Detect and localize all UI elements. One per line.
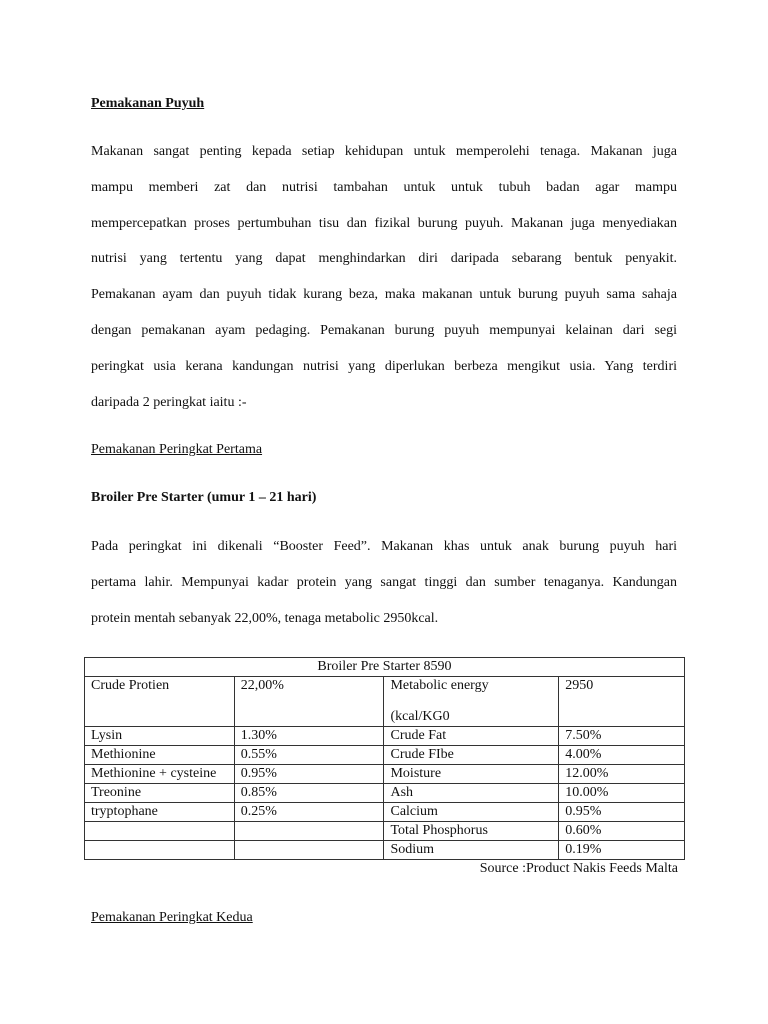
table-title: Broiler Pre Starter 8590 [85,658,685,677]
intro-line: Makanan sangat penting kepada setiap kehidupan untuk memperolehi tenaga. Makanan juga [91,144,677,159]
intro-line: mempercepatkan proses pertumbuhan tisu dan fizikal burung puyuh. Makanan juga menyediakan [91,215,677,231]
intro-paragraph [91,134,677,420]
table-cell: Treonine [85,784,235,803]
table-cell: Methionine [85,746,235,765]
table-cell [85,841,235,860]
table-row [85,727,685,746]
table-cell: Lysin [85,727,235,746]
table-row [85,784,685,803]
table-cell: 0.19% [559,841,685,860]
table-cell [234,841,384,860]
table-cell-line: Metabolic energy [390,678,489,693]
table-cell [234,822,384,841]
table-cell: 1.30% [234,727,384,746]
table-cell [384,677,559,727]
table-cell: Crude Fat [384,727,559,746]
table-cell: Methionine + cysteine [85,765,235,784]
nutrition-table [84,657,685,860]
table-row [85,746,685,765]
intro-line: mampu memberi zat dan nutrisi tambahan untuk untuk tubuh badan agar mampu [91,179,677,195]
table-cell: 2950 [559,677,685,727]
table-cell: Calcium [384,803,559,822]
table-cell: 0.25% [234,803,384,822]
table-cell [85,822,235,841]
table-cell: 0.60% [559,822,685,841]
stage1-line: Pada peringkat ini dikenali “Booster Feed”. Makanan khas untuk anak burung puyuh hari [91,539,677,554]
table-title-row [85,658,685,677]
table-cell: 0.55% [234,746,384,765]
table-row [85,803,685,822]
table-row [85,822,685,841]
table-cell: 4.00% [559,746,685,765]
intro-line: nutrisi yang tertentu yang dapat menghindarkan diri daripada sebarang bentuk penyakit. [91,251,677,267]
table-cell: Moisture [384,765,559,784]
document-title: Pemakanan Puyuh [91,96,205,111]
stage2-heading: Pemakanan Peringkat Kedua [91,910,253,925]
stage1-line: pertama lahir. Mempunyai kadar protein yang sangat tinggi dan sumber tenaganya. Kandungan [91,574,677,590]
table-cell: 22,00% [234,677,384,727]
table-cell-line: (kcal/KG0 [390,709,450,724]
intro-line: peringkat usia kerana kandungan nutrisi yang diperlukan berbeza mengikut usia. Yang terdiri [91,358,677,374]
table-cell: Crude Protien [85,677,235,727]
table-cell: 0.95% [234,765,384,784]
stage1-subheading: Broiler Pre Starter (umur 1 – 21 hari) [91,490,317,505]
intro-line: daripada 2 peringkat iaitu :- [91,394,247,410]
table-row [85,841,685,860]
table-row [85,677,685,727]
intro-line: dengan pemakanan ayam pedaging. Pemakanan burung puyuh mempunyai kelainan dari segi [91,322,677,338]
table-row [85,765,685,784]
table-cell: Total Phosphorus [384,822,559,841]
table-cell: 12.00% [559,765,685,784]
table-source-note: Source :Product Nakis Feeds Malta [479,861,678,876]
stage1-line: protein mentah sebanyak 22,00%, tenaga metabolic 2950kcal. [91,610,439,626]
stage1-paragraph [91,529,677,636]
table-cell: Ash [384,784,559,803]
table-cell: 10.00% [559,784,685,803]
table-cell: 7.50% [559,727,685,746]
stage1-heading: Pemakanan Peringkat Pertama [91,442,263,457]
table-cell: Crude FIbe [384,746,559,765]
intro-line: Pemakanan ayam dan puyuh tidak kurang beza, maka makanan untuk burung puyuh sama sahaja [91,287,677,303]
table-cell: 0.85% [234,784,384,803]
table-cell: tryptophane [85,803,235,822]
table-cell: 0.95% [559,803,685,822]
table-cell: Sodium [384,841,559,860]
